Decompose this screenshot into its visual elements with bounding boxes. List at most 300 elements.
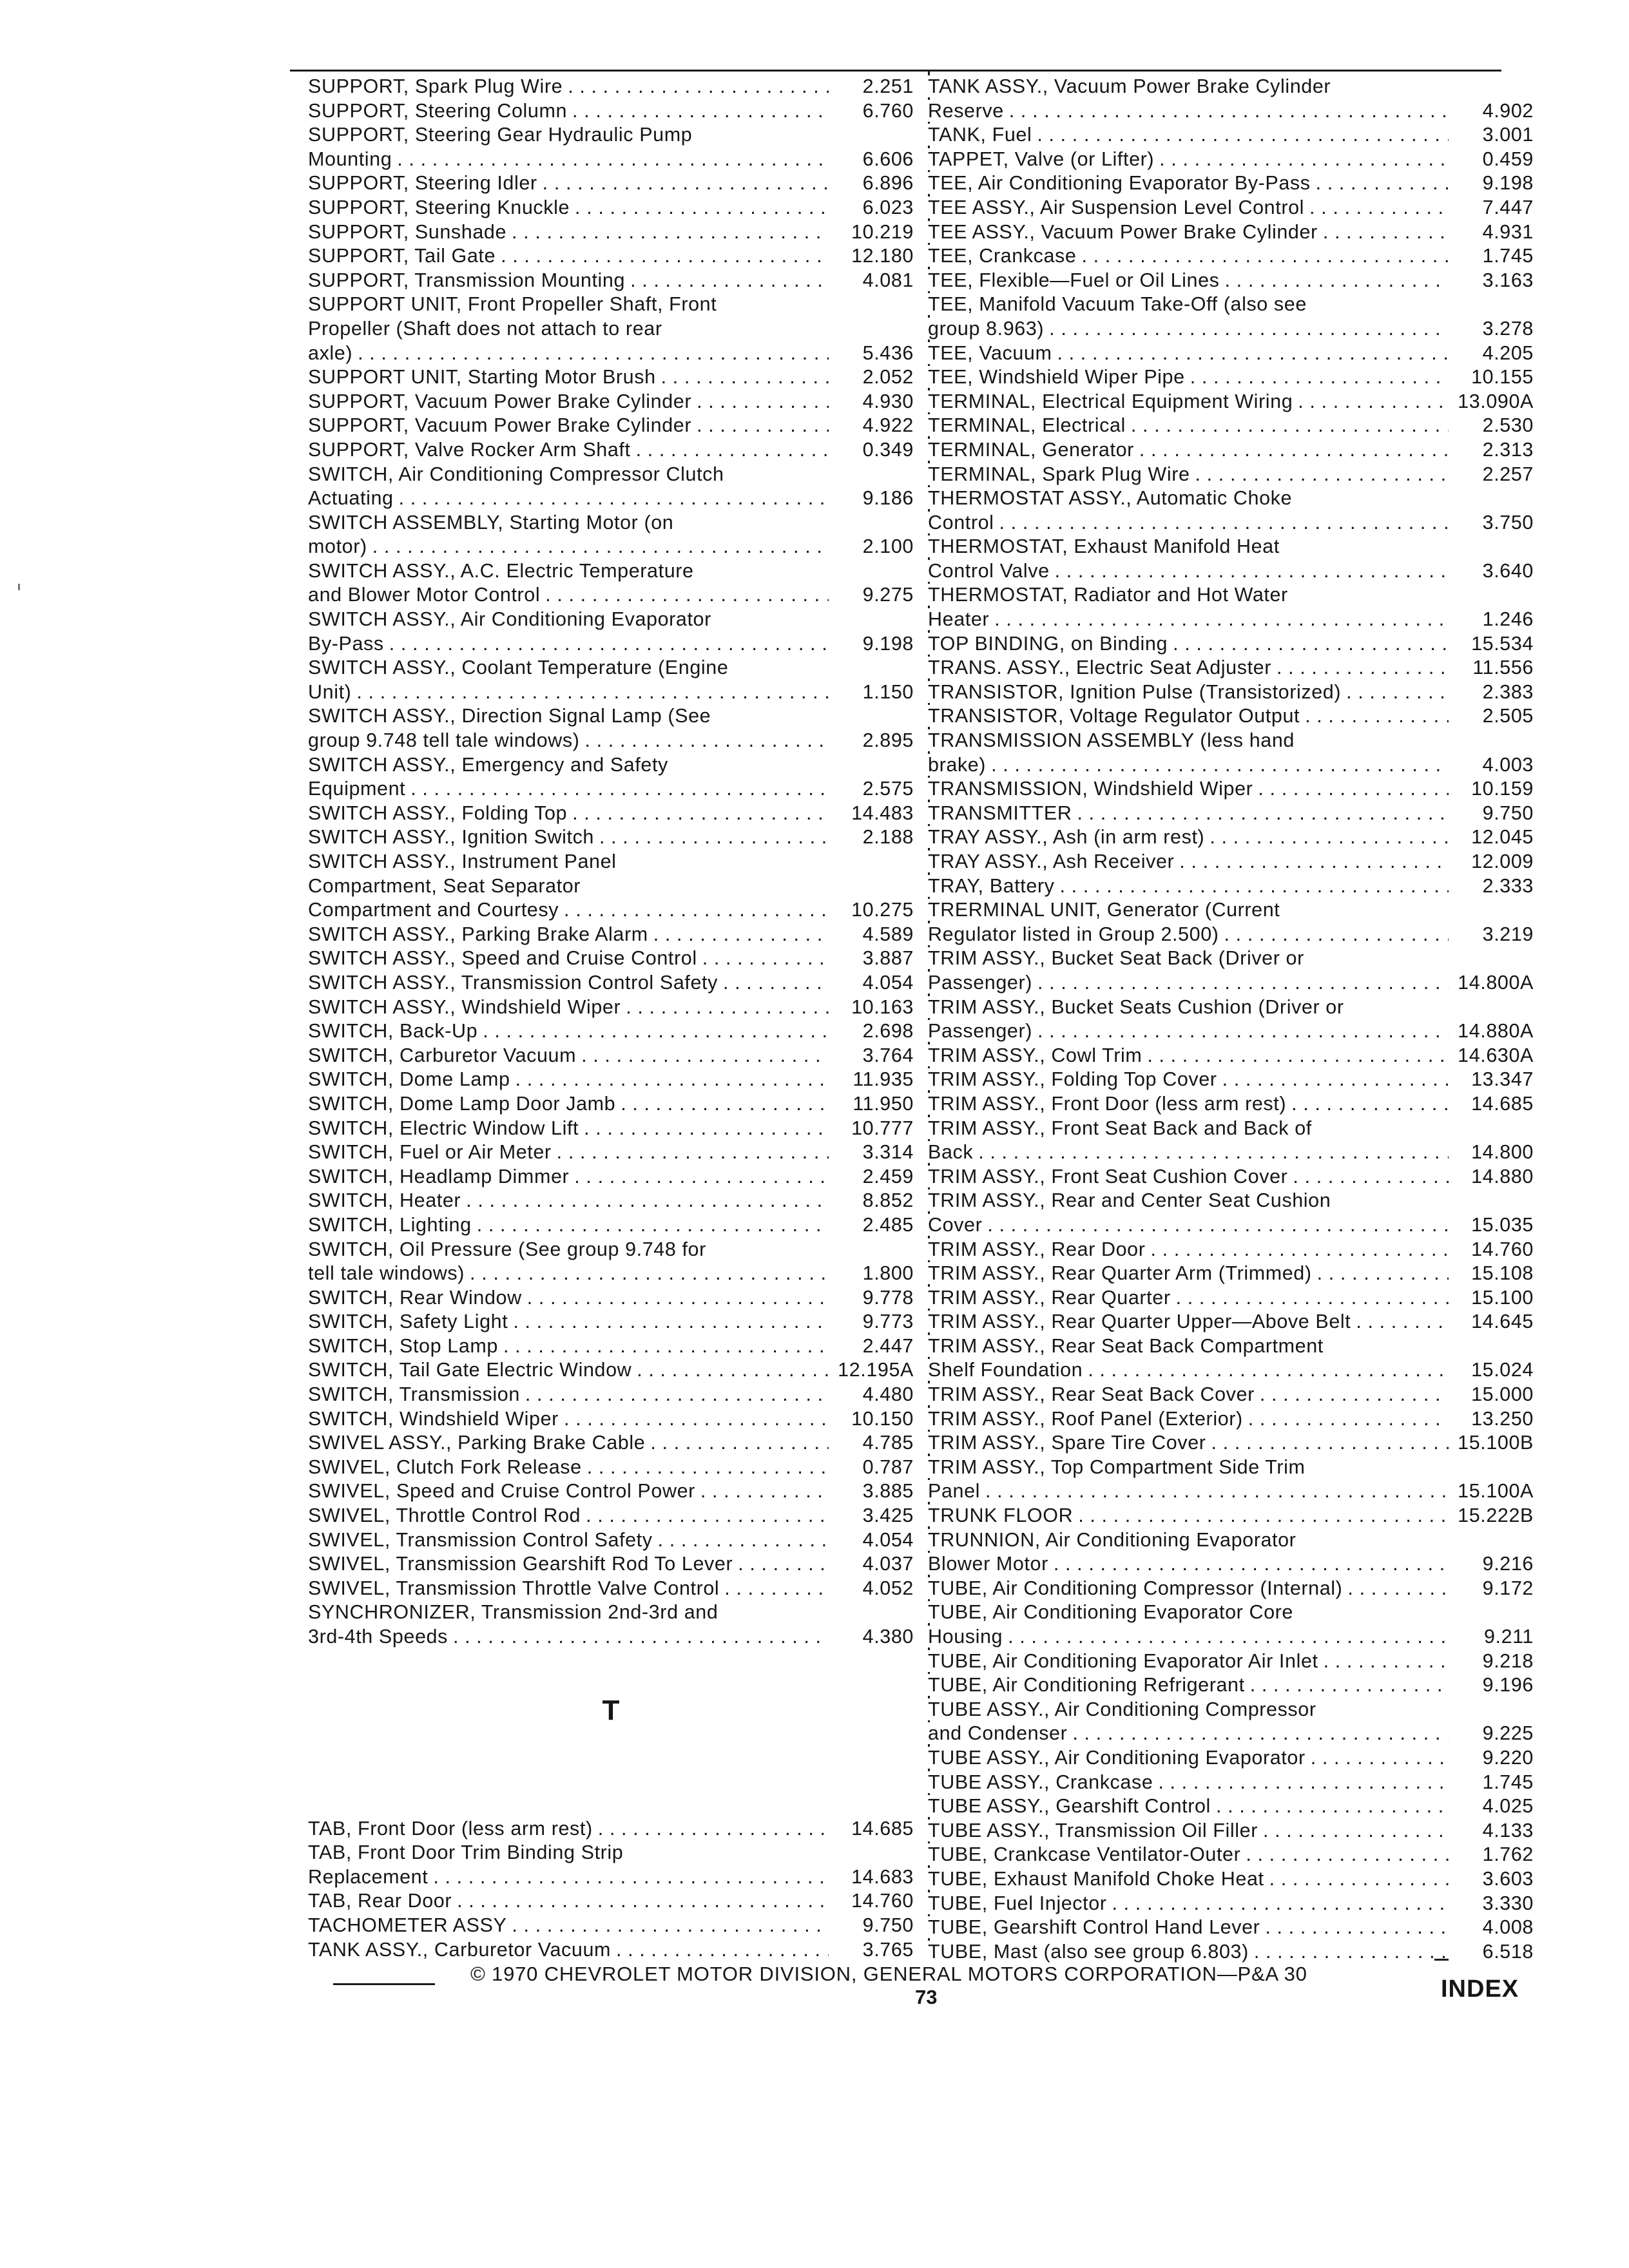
entry-text [308, 1577, 829, 1601]
entry-label: SWIVEL, Transmission Throttle Valve Control [308, 1577, 720, 1599]
entry-text [928, 438, 1449, 463]
entry-group-number: 12.180 [829, 244, 914, 269]
entry-text [308, 1019, 829, 1044]
entry-group-number: 2.698 [829, 1019, 914, 1044]
entry-label: TAB, Front Door (less arm rest) [308, 1817, 593, 1840]
entry-group-number: 13.250 [1449, 1407, 1534, 1432]
entry-text [308, 390, 829, 414]
entry-group-number: 15.100B [1449, 1431, 1534, 1456]
entry-group-number: 4.025 [1449, 1794, 1534, 1819]
entry-label: TUBE ASSY., Crankcase [928, 1771, 1153, 1793]
index-entry [308, 995, 914, 1020]
entry-label: SWIVEL ASSY., Parking Brake Cable [308, 1432, 646, 1454]
index-entry [928, 171, 1534, 196]
index-entry [928, 75, 1534, 123]
entry-text [308, 220, 829, 245]
entry-group-number: 2.052 [829, 365, 914, 390]
entry-group-number: 4.205 [1449, 341, 1534, 366]
index-entry [928, 656, 1534, 680]
entry-label: TANK, Fuel [928, 124, 1032, 146]
entry-group-number: 1.762 [1449, 1843, 1534, 1867]
entry-text [308, 1504, 829, 1528]
entry-group-number: 15.534 [1449, 632, 1534, 657]
index-entry [308, 1407, 914, 1432]
entry-text [308, 1938, 829, 1963]
entry-text [308, 1383, 829, 1407]
entry-label: SWITCH ASSY., Windshield Wiper [308, 995, 621, 1018]
entry-text [928, 1819, 1449, 1843]
entry-label: TUBE, Air Conditioning Refrigerant [928, 1674, 1245, 1696]
entry-label: TRIM ASSY., Rear and Center Seat Cushion Cover [928, 1189, 1331, 1236]
left-entry-list [308, 75, 914, 1649]
entry-text [928, 1649, 1449, 1674]
index-entry [308, 1600, 914, 1649]
entry-text [308, 269, 829, 293]
entry-text [308, 559, 829, 608]
index-entry [308, 1841, 914, 1889]
entry-label: TRAY, Battery [928, 874, 1055, 897]
index-entry [308, 1213, 914, 1238]
entry-label: TRIM ASSY., Front Seat Cushion Cover [928, 1165, 1288, 1187]
footer-rule-left [333, 1983, 435, 1985]
entry-label: SUPPORT, Steering Idler [308, 172, 537, 195]
index-entry [928, 704, 1534, 729]
entry-label: SUPPORT, Steering Gear Hydraulic Pump Mounting [308, 124, 693, 170]
index-entry [928, 1238, 1534, 1262]
entry-label: TUBE, Crankcase Ventilator-Outer [928, 1843, 1241, 1866]
entry-label: TERMINAL, Spark Plug Wire [928, 463, 1190, 485]
entry-label: SUPPORT, Steering Knuckle [308, 196, 570, 218]
index-entry [928, 269, 1534, 293]
entry-group-number: 4.054 [829, 1528, 914, 1553]
entry-text [308, 1189, 829, 1213]
entry-label: TEE, Crankcase [928, 245, 1077, 267]
index-entry [928, 486, 1534, 535]
entry-text [928, 1600, 1449, 1649]
entry-group-number: 3.001 [1449, 123, 1534, 148]
entry-label: TERMINAL, Generator [928, 438, 1134, 461]
entry-group-number: 4.008 [1449, 1916, 1534, 1940]
entry-group-number: 12.045 [1449, 825, 1534, 850]
entry-text [928, 1238, 1449, 1262]
index-entry [928, 1673, 1534, 1698]
entry-text [308, 850, 829, 923]
index-entry [308, 1286, 914, 1311]
entry-group-number: 10.163 [829, 995, 914, 1020]
entry-label: SWITCH, Oil Pressure (See group 9.748 for tell tale windows) [308, 1238, 706, 1285]
entry-text [928, 1698, 1449, 1746]
entry-group-number: 9.750 [829, 1914, 914, 1938]
entry-group-number: 4.589 [829, 923, 914, 947]
entry-label: TAB, Front Door Trim Binding Strip Replacement [308, 1841, 624, 1888]
entry-text [308, 923, 829, 947]
index-entry [308, 75, 914, 99]
entry-group-number: 6.518 [1449, 1940, 1534, 1965]
entry-label: SWITCH, Electric Window Lift [308, 1117, 579, 1139]
entry-group-number: 14.483 [829, 802, 914, 826]
entry-text [928, 1528, 1449, 1577]
index-entry [308, 1140, 914, 1165]
entry-text [308, 1068, 829, 1092]
index-entry [928, 220, 1534, 245]
entry-text [928, 1334, 1449, 1383]
entry-text [308, 1914, 829, 1938]
entry-group-number: 14.683 [829, 1865, 914, 1890]
entry-text [928, 75, 1449, 123]
index-entry [308, 947, 914, 971]
index-entry [928, 148, 1534, 172]
index-entry [928, 802, 1534, 826]
entry-text [928, 729, 1449, 777]
index-entry [928, 1794, 1534, 1819]
entry-label: TRANSISTOR, Voltage Regulator Output [928, 705, 1300, 727]
entry-label: TRANSMISSION ASSEMBLY (less hand brake) [928, 729, 1295, 776]
entry-text [308, 1286, 829, 1311]
index-entry [308, 511, 914, 559]
entry-text [928, 1771, 1449, 1795]
entry-group-number: 1.800 [829, 1262, 914, 1286]
entry-text [928, 1117, 1449, 1165]
entry-group-number: 14.760 [1449, 1238, 1534, 1262]
entry-text [928, 365, 1449, 390]
entry-group-number: 13.347 [1449, 1068, 1534, 1092]
index-entry [308, 414, 914, 438]
entry-label: TEE, Manifold Vacuum Take-Off (also see group 8.963) [928, 293, 1307, 340]
index-entry [928, 1843, 1534, 1867]
index-entry [928, 583, 1534, 631]
index-entry [928, 1262, 1534, 1286]
entry-group-number: 14.685 [1449, 1092, 1534, 1117]
entry-text [928, 1456, 1449, 1504]
entry-group-number: 3.887 [829, 947, 914, 971]
entry-label: TRIM ASSY., Rear Seat Back Compartment Shelf Foundation [928, 1334, 1324, 1381]
index-entry [928, 825, 1534, 850]
entry-group-number: 10.777 [829, 1117, 914, 1141]
entry-group-number: 4.054 [829, 971, 914, 995]
entry-text [928, 123, 1449, 148]
entry-label: TUBE ASSY., Air Conditioning Evaporator [928, 1746, 1306, 1769]
index-entry [308, 1817, 914, 1841]
entry-text [308, 1092, 829, 1117]
entry-group-number: 10.150 [829, 1407, 914, 1432]
entry-group-number: 14.800 [1449, 1140, 1534, 1165]
entry-text [308, 438, 829, 463]
index-entry [928, 463, 1534, 487]
index-entry [928, 1117, 1534, 1165]
entry-group-number: 11.556 [1449, 656, 1534, 680]
entry-group-number: 15.100A [1449, 1479, 1534, 1504]
entry-text [308, 1140, 829, 1165]
entry-label: SWITCH ASSY., A.C. Electric Temperature and Blower Motor Control [308, 559, 694, 606]
left-column [308, 75, 914, 1962]
entry-group-number: 4.037 [829, 1552, 914, 1577]
entry-group-number: 6.896 [829, 171, 914, 196]
index-entry [928, 196, 1534, 220]
top-rule [290, 70, 1501, 72]
entry-group-number: 14.630A [1449, 1044, 1534, 1068]
entry-group-number: 3.750 [1449, 511, 1534, 535]
index-entry [928, 1310, 1534, 1334]
entry-group-number: 9.225 [1449, 1722, 1534, 1746]
left-t-entry-list [308, 1817, 914, 1963]
entry-group-number: 6.023 [829, 196, 914, 220]
entry-group-number: 2.459 [829, 1165, 914, 1189]
entry-label: SWITCH ASSY., Transmission Control Safety [308, 971, 718, 994]
entry-label: SWITCH, Back-Up [308, 1020, 478, 1043]
entry-text [308, 1334, 829, 1359]
entry-label: THERMOSTAT, Radiator and Hot Water Heater [928, 584, 1288, 631]
index-entry [308, 1456, 914, 1480]
entry-group-number: 2.383 [1449, 680, 1534, 705]
entry-text [308, 995, 829, 1020]
index-entry [928, 293, 1534, 341]
entry-group-number: 4.902 [1449, 99, 1534, 124]
entry-text [308, 511, 829, 559]
index-entry [308, 1938, 914, 1963]
entry-text [928, 293, 1449, 341]
entry-text [308, 1310, 829, 1334]
entry-text [928, 947, 1449, 995]
entry-group-number: 9.218 [1449, 1649, 1534, 1674]
entry-text [308, 293, 829, 365]
index-entry [308, 1019, 914, 1044]
entry-group-number: 4.052 [829, 1577, 914, 1601]
entry-label: TRERMINAL UNIT, Generator (Current Regulator listed in Group 2.500) [928, 899, 1280, 945]
entry-text [928, 680, 1449, 705]
entry-label: TANK ASSY., Carburetor Vacuum [308, 1938, 612, 1961]
entry-label: SWITCH ASSY., Folding Top [308, 802, 568, 824]
index-entry [308, 1358, 914, 1383]
entry-label: TOP BINDING, on Binding [928, 632, 1168, 655]
entry-text [308, 171, 829, 196]
index-entry [928, 1092, 1534, 1117]
index-entry [928, 680, 1534, 705]
entry-group-number: 14.760 [829, 1889, 914, 1914]
index-entry [308, 559, 914, 608]
entry-label: TRIM ASSY., Rear Quarter [928, 1286, 1171, 1309]
entry-text [928, 148, 1449, 172]
entry-text [928, 1843, 1449, 1867]
index-entry [308, 1528, 914, 1553]
entry-group-number: 2.485 [829, 1213, 914, 1238]
entry-group-number: 3.764 [829, 1044, 914, 1068]
entry-group-number: 3.330 [1449, 1892, 1534, 1916]
entry-text [308, 1479, 829, 1504]
entry-text [928, 1165, 1449, 1189]
entry-group-number: 12.009 [1449, 850, 1534, 874]
entry-group-number: 2.447 [829, 1334, 914, 1359]
entry-label: SUPPORT, Steering Column [308, 99, 568, 122]
entry-label: SWIVEL, Transmission Gearshift Rod To Lever [308, 1553, 733, 1575]
entry-text [308, 123, 829, 171]
entry-group-number: 9.196 [1449, 1673, 1534, 1698]
entry-text [928, 535, 1449, 583]
index-entry [308, 269, 914, 293]
entry-text [308, 1817, 829, 1841]
entry-group-number: 2.333 [1449, 874, 1534, 899]
entry-group-number: 3.603 [1449, 1867, 1534, 1892]
entry-label: SWITCH ASSEMBLY, Starting Motor (on motor) [308, 511, 674, 558]
entry-group-number: 10.219 [829, 220, 914, 245]
entry-label: TRANS. ASSY., Electric Seat Adjuster [928, 657, 1271, 679]
entry-text [308, 753, 829, 802]
entry-group-number: 1.745 [1449, 244, 1534, 269]
index-entry [308, 220, 914, 245]
entry-group-number: 0.787 [829, 1456, 914, 1480]
entry-text [308, 365, 829, 390]
entry-group-number: 1.150 [829, 680, 914, 705]
entry-label: SWIVEL, Transmission Control Safety [308, 1528, 653, 1551]
index-entry [308, 753, 914, 802]
entry-group-number: 9.778 [829, 1286, 914, 1311]
entry-label: SWIVEL, Throttle Control Rod [308, 1504, 581, 1527]
entry-group-number: 9.773 [829, 1310, 914, 1334]
entry-text [928, 632, 1449, 657]
entry-text [928, 486, 1449, 535]
entry-text [928, 1867, 1449, 1892]
index-entry [308, 293, 914, 365]
entry-label: TRIM ASSY., Spare Tire Cover [928, 1432, 1206, 1454]
entry-text [928, 1673, 1449, 1698]
entry-group-number: 9.216 [1449, 1552, 1534, 1577]
entry-label: TUBE, Fuel Injector [928, 1892, 1107, 1914]
index-entry [308, 1189, 914, 1213]
entry-text [308, 414, 829, 438]
index-entry [928, 1286, 1534, 1311]
right-entry-list [928, 75, 1534, 1964]
right-column [928, 75, 1534, 1964]
entry-group-number: 11.935 [829, 1068, 914, 1092]
index-entry [928, 1068, 1534, 1092]
entry-label: SWIVEL, Speed and Cruise Control Power [308, 1480, 695, 1503]
entry-text [308, 1044, 829, 1068]
entry-text [308, 1431, 829, 1456]
entry-group-number: 3.219 [1449, 923, 1534, 947]
entry-label: TRAY ASSY., Ash (in arm rest) [928, 826, 1205, 849]
index-entry [928, 341, 1534, 366]
entry-label: SUPPORT, Sunshade [308, 220, 507, 243]
entry-label: TEE ASSY., Air Suspension Level Control [928, 196, 1305, 218]
entry-label: TRUNNION, Air Conditioning Evaporator Blower Motor [928, 1528, 1296, 1575]
index-entry [928, 438, 1534, 463]
entry-text [928, 1189, 1449, 1237]
entry-text [308, 704, 829, 753]
entry-group-number: 10.155 [1449, 365, 1534, 390]
index-entry [928, 777, 1534, 802]
index-entry [928, 1649, 1534, 1674]
entry-text [308, 1407, 829, 1432]
index-entry [928, 1916, 1534, 1940]
entry-label: TUBE, Air Conditioning Evaporator Air Inlet [928, 1649, 1318, 1672]
index-entry [928, 1431, 1534, 1456]
entry-group-number: 9.172 [1449, 1577, 1534, 1601]
entry-label: SWITCH, Windshield Wiper [308, 1407, 559, 1430]
entry-label: SWITCH, Lighting [308, 1213, 472, 1236]
index-entry [308, 704, 914, 753]
index-entry [928, 1771, 1534, 1795]
entry-label: TRANSISTOR, Ignition Pulse (Transistorized) [928, 680, 1342, 703]
entry-group-number: 9.198 [829, 632, 914, 657]
entry-label: SUPPORT, Transmission Mounting [308, 269, 626, 291]
entry-label: SWITCH ASSY., Parking Brake Alarm [308, 923, 648, 945]
entry-text [308, 1841, 829, 1889]
index-label: INDEX [1441, 1975, 1519, 2003]
entry-label: TRIM ASSY., Rear Door [928, 1238, 1146, 1260]
entry-label: TRANSMISSION, Windshield Wiper [928, 778, 1253, 800]
entry-label: SWITCH, Dome Lamp Door Jamb [308, 1092, 616, 1115]
entry-group-number: 2.257 [1449, 463, 1534, 487]
entry-group-number: 9.211 [1449, 1625, 1534, 1649]
entry-text [928, 1092, 1449, 1117]
entry-text [308, 656, 829, 704]
entry-label: SWITCH, Transmission [308, 1383, 520, 1406]
entry-label: TUBE ASSY., Gearshift Control [928, 1795, 1211, 1818]
entry-text [928, 777, 1449, 802]
entry-label: SYNCHRONIZER, Transmission 2nd-3rd and 3rd-4th Speeds [308, 1601, 718, 1648]
entry-group-number: 5.436 [829, 341, 914, 366]
index-entry [928, 1892, 1534, 1916]
entry-label: TUBE, Gearshift Control Hand Lever [928, 1916, 1260, 1939]
entry-label: TERMINAL, Electrical Equipment Wiring [928, 390, 1293, 412]
entry-label: SWITCH, Safety Light [308, 1311, 508, 1333]
entry-text [308, 1165, 829, 1189]
entry-label: TEE, Windshield Wiper Pipe [928, 366, 1185, 389]
entry-label: TEE ASSY., Vacuum Power Brake Cylinder [928, 220, 1318, 243]
entry-text [308, 99, 829, 124]
index-entry [928, 535, 1534, 583]
entry-text [928, 220, 1449, 245]
entry-group-number: 15.222B [1449, 1504, 1534, 1528]
entry-group-number: 2.251 [829, 75, 914, 99]
entry-text [308, 1600, 829, 1649]
entry-label: SUPPORT, Tail Gate [308, 245, 496, 267]
entry-text [928, 171, 1449, 196]
entry-label: SWITCH ASSY., Ignition Switch [308, 826, 594, 849]
entry-text [308, 825, 829, 850]
entry-group-number: 3.640 [1449, 559, 1534, 584]
entry-text [308, 971, 829, 995]
entry-group-number: 7.447 [1449, 196, 1534, 220]
entry-text [928, 850, 1449, 874]
entry-text [928, 1431, 1449, 1456]
index-entry [308, 1889, 914, 1914]
index-entry [928, 1407, 1534, 1432]
index-entry [308, 1479, 914, 1504]
entry-group-number: 15.035 [1449, 1213, 1534, 1238]
entry-group-number: 2.575 [829, 777, 914, 802]
entry-group-number: 4.003 [1449, 753, 1534, 778]
entry-group-number: 2.188 [829, 825, 914, 850]
entry-label: SWITCH ASSY., Emergency and Safety Equipment [308, 753, 668, 800]
scan-speck [18, 584, 20, 590]
section-letter-heading: T [602, 1694, 620, 1726]
index-entry [308, 971, 914, 995]
entry-text [308, 196, 829, 220]
index-entry [928, 1044, 1534, 1068]
entry-label: TRIM ASSY., Top Compartment Side Trim Panel [928, 1456, 1306, 1503]
entry-text [928, 995, 1449, 1044]
entry-label: TRAY ASSY., Ash Receiver [928, 850, 1175, 872]
entry-label: SUPPORT, Vacuum Power Brake Cylinder [308, 390, 692, 412]
index-entry [308, 1044, 914, 1068]
entry-text [928, 390, 1449, 414]
entry-group-number: 3.765 [829, 1938, 914, 1963]
entry-text [928, 704, 1449, 729]
entry-text [308, 1213, 829, 1238]
entry-group-number: 9.198 [1449, 171, 1534, 196]
index-entry [308, 656, 914, 704]
index-entry [308, 1117, 914, 1141]
